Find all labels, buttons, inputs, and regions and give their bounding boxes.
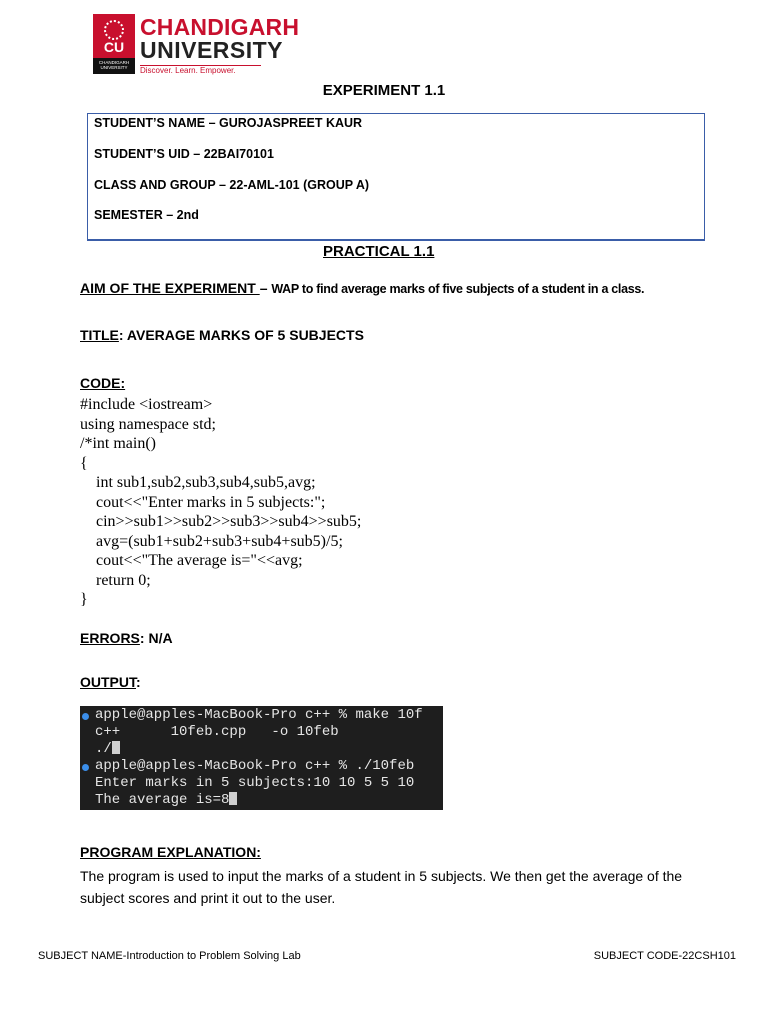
- cursor-icon: [112, 741, 120, 754]
- output-colon: :: [136, 674, 141, 690]
- errors-label: ERRORS: [80, 630, 140, 646]
- title-line: [80, 327, 364, 343]
- prompt-dot-icon: [82, 713, 89, 720]
- student-uid: STUDENT’S UID – 22BAI70101: [94, 147, 274, 161]
- logo-badge-text: CU: [103, 39, 125, 55]
- logo-badge-subtext: CHANDIGARH UNIVERSITY: [98, 60, 130, 70]
- student-name: STUDENT’S NAME – GUROJASPREET KAUR: [94, 116, 363, 130]
- errors-line: [80, 630, 173, 646]
- explanation-text: The program is used to input the marks of a student in 5 subjects. We then get the average of the subject scores and print it out to the user.: [80, 868, 683, 906]
- aim-text: WAP to find average marks of five subjects of a student in a class.: [271, 282, 645, 296]
- experiment-title: EXPERIMENT 1.1: [322, 82, 446, 99]
- cursor-icon: [229, 792, 237, 805]
- logo-name-line1: CHANDIGARH: [140, 14, 300, 40]
- prompt-dot-icon: [82, 764, 89, 771]
- output-label: OUTPUT: [80, 674, 136, 690]
- class-group: CLASS AND GROUP – 22-AML-101 (GROUP A): [94, 178, 370, 192]
- logo-tagline: Discover. Learn. Empower.: [140, 66, 236, 75]
- aim-label: AIM OF THE EXPERIMENT: [80, 280, 260, 296]
- output-line: [80, 674, 141, 690]
- title-label: TITLE: [80, 327, 119, 343]
- terminal-line: apple@apples-MacBook-Pro c++ % ./10feb: [95, 758, 415, 774]
- title-text: : AVERAGE MARKS OF 5 SUBJECTS: [118, 327, 364, 343]
- terminal-line: [95, 792, 237, 808]
- logo-badge: [93, 14, 135, 74]
- code-block: #include <iostream> using namespace std; /*int main() { int sub1,sub2,sub3,sub4,sub5,avg; cout<<"Enter marks in 5 subjects:"; cin>>sub1>>sub2>>sub3>>sub4>>sub5; avg=(sub1+sub2+sub3+sub4+sub5)/5; cout<<"The average is="<<avg; return 0; }: [80, 396, 362, 608]
- terminal-line: Enter marks in 5 subjects:10 10 5 5 10: [95, 775, 415, 791]
- errors-text: : N/A: [139, 630, 173, 646]
- terminal-line-text: ./: [95, 741, 112, 757]
- explanation-label: PROGRAM EXPLANATION:: [80, 844, 261, 860]
- student-info-box: [87, 113, 705, 241]
- terminal-line: c++ 10feb.cpp -o 10feb: [95, 724, 339, 740]
- university-logo: [93, 14, 300, 76]
- footer-subject-code: SUBJECT CODE-22CSH101: [593, 950, 736, 962]
- semester: SEMESTER – 2nd: [94, 208, 199, 222]
- terminal-line: apple@apples-MacBook-Pro c++ % make 10f: [95, 707, 423, 723]
- terminal-screenshot: [80, 706, 443, 810]
- footer-subject-name: SUBJECT NAME-Introduction to Problem Solving Lab: [38, 950, 301, 962]
- logo-name-line2: UNIVERSITY: [140, 37, 284, 63]
- aim-dash: –: [259, 280, 272, 296]
- code-label: CODE:: [80, 375, 126, 391]
- terminal-line-text: The average is=8: [95, 792, 230, 808]
- aim-line: [80, 280, 644, 296]
- gear-icon: [104, 20, 124, 40]
- terminal-line: [95, 741, 120, 757]
- practical-title: PRACTICAL 1.1: [323, 243, 435, 260]
